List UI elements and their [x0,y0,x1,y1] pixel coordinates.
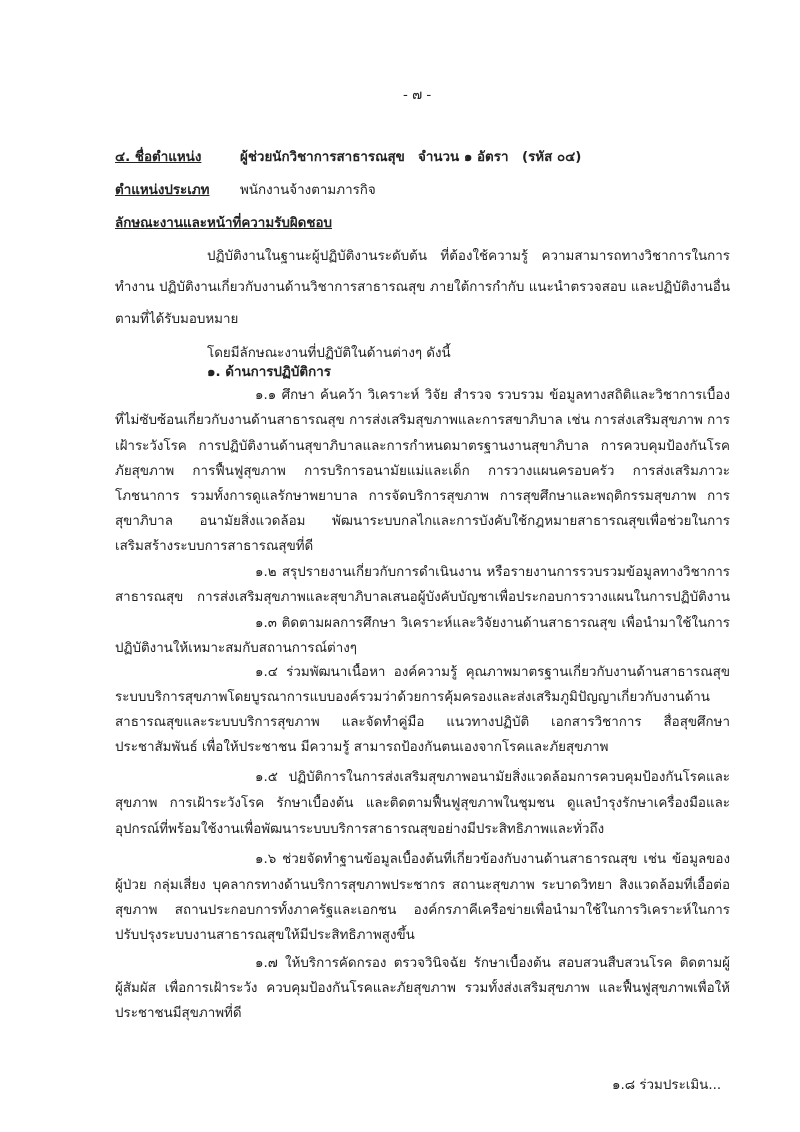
duty-item-line: ผู้สัมผัส เพื่อการเฝ้าระวัง ควบคุมป้องกันโรคและภัยสุขภาพ รวมทั้งส่งเสริมสุขภาพ และฟื้นฟูสุขภาพเพื่อให้ [115,981,730,996]
position-count: จำนวน ๑ อัตรา [418,150,509,165]
duty-item-line: ภัยสุขภาพ การฟื้นฟูสุขภาพ การบริการอนามัยแม่และเด็ก การวางแผนครอบครัว การส่งเสริมภาวะ [115,464,730,479]
page-number: - ๗ - [403,88,432,103]
duty-item-line: เฝ้าระวังโรค การปฏิบัติงานด้านสุขาภิบาลและการกำหนดมาตรฐานงานสุขาภิบาล การควบคุมป้องกันโรค [115,439,730,454]
intro-line: ตามที่ได้รับมอบหมาย [115,312,239,327]
position-title: ผู้ช่วยนักวิชาการสาธารณสุข [240,150,405,165]
duty-item-line: ประชาสัมพันธ์ เพื่อให้ประชาชน มีความรู้ สามารถป้องกันตนเองจากโรคและภัยสุขภาพ [115,740,609,755]
duty-item-line: ผู้ป่วย กลุ่มเสี่ยง บุคลากรทางด้านบริการสุขภาพประชากร สถานะสุขภาพ ระบาดวิทยา สิงแวดล้อมที่เอื้อต่อ [115,878,730,893]
duty-item-line: สุขาภิบาล อนามัยสิ่งแวดล้อม พัฒนาระบบกลไกและการบังคับใช้กฎหมายสาธารณสุขเพื่อช่วยในการ [115,514,730,529]
position-type-value: พนักงานจ้างตามภารกิจ [240,183,376,198]
intro-line: ปฏิบัติงานในฐานะผู้ปฏิบัติงานระดับต้น ที่ต้องใช้ความรู้ ความสามารถทางวิชาการในการ [207,249,730,264]
duties-heading: ลักษณะงานและหน้าที่ความรับผิดชอบ [115,216,333,231]
position-label: ๔. ชื่อตำแหน่ง [115,150,202,165]
duty-item-line: ประชาชนมีสุขภาพที่ดี [115,1006,242,1021]
position-type-label: ตำแหน่งประเภท [115,183,210,198]
duty-item-line: เสริมสร้างระบบการสาธารณสุขที่ดี [115,539,314,554]
duty-item-line: สาธารณสุข การส่งเสริมสุขภาพและสุขาภิบาลเสนอผู้บังคับบัญชาเพื่อประกอบการวางแผนในการปฏิบัติงาน [115,590,730,605]
duty-item-line: ระบบบริการสุขภาพโดยบูรณาการแบบองค์รวมว่าด้วยการคุ้มครองและส่งเสริมภูมิปัญญาเกี่ยวกับงานด้าน [115,690,710,705]
duty-item-line: สาธารณสุขและระบบบริการสุขภาพ และจัดทำคู่มือ แนวทางปฏิบัติ เอกสารวิชาการ สื่อสุขศึกษา [115,715,730,730]
lead-in-text: โดยมีลักษณะงานที่ปฏิบัติในด้านต่างๆ ดังนี้ [207,346,451,361]
intro-line: ทำงาน ปฏิบัติงานเกี่ยวกับงานด้านวิชาการสาธารณสุข ภายใต้การกำกับ แนะนำตรวจสอบ และปฏิบัติงานอื่น [115,280,730,295]
duty-item-line: ๑.๑ ศึกษา ค้นคว้า วิเคราะห์ วิจัย สำรวจ รวบรวม ข้อมูลทางสถิติและวิชาการเบื้อง [255,388,730,403]
duty-item-line: สุขภาพ การเฝ้าระวังโรค รักษาเบื้องต้น และติดตามฟื้นฟูสุขภาพในชุมชน ดูแลบำรุงรักษาเครื่องมือและ [115,796,730,811]
duty-item-line: โภชนาการ รวมทั้งการดูแลรักษาพยาบาล การจัดบริการสุขภาพ การสุขศึกษาและพฤติกรรมสุขภาพ การ [115,489,730,504]
duty-item-line: ๑.๔ ร่วมพัฒนาเนื้อหา องค์ความรู้ คุณภาพมาตรฐานเกี่ยวกับงานด้านสาธารณสุข [255,665,730,680]
duty-item-line: ที่ไม่ซับซ้อนเกี่ยวกับงานด้านสาธารณสุข การส่งเสริมสุขภาพและการสขาภิบาล เช่น การส่งเสริมสุขภาพ การ [115,413,730,428]
continuation-note: ๑.๘ ร่วมประเมิน... [612,1078,722,1093]
duty-item-line: สุขภาพ สถานประกอบการทั้งภาครัฐและเอกชน องค์กรภาคีเครือข่ายเพื่อนำมาใช้ในการวิเคราะห์ในการ [115,903,730,918]
duty-item-line: ปรับปรุงระบบงานสาธารณสุขให้มีประสิทธิภาพสูงขึ้น [115,928,415,943]
position-code: (รหัส ๐๔) [522,150,582,165]
duty-item-line: ๑.๗ ให้บริการคัดกรอง ตรวจวินิจฉัย รักษาเบื้องต้น สอบสวนสืบสวนโรค ติดตามผู้ [255,956,730,971]
duty-item-line: ๑.๕ ปฏิบัติการในการส่งเสริมสุขภาพอนามัยสิ่งแวดล้อมการควบคุมป้องกันโรคและ [255,770,730,785]
duty-item-line: ๑.๓ ติดตามผลการศึกษา วิเคราะห์และวิจัยงานด้านสาธารณสุข เพื่อนำมาใช้ในการ [255,616,730,631]
duty-item-line: ปฏิบัติงานให้เหมาะสมกับสถานการณ์ต่างๆ [115,641,357,656]
section-heading: ๑. ด้านการปฏิบัติการ [207,365,331,380]
duty-item-line: ๑.๖ ช่วยจัดทำฐานข้อมูลเบื้องต้นที่เกี่ยวข้องกับงานด้านสาธารณสุข เช่น ข้อมูลของ [255,852,730,867]
duty-item-line: อุปกรณ์ที่พร้อมใช้งานเพื่อพัฒนาระบบบริการสาธารณสุขอย่างมีประสิทธิภาพและทั่วถึง [115,822,605,837]
duty-item-line: ๑.๒ สรุปรายงานเกี่ยวกับการดำเนินงาน หรือรายงานการรวบรวมข้อมูลทางวิชาการ [255,565,730,580]
